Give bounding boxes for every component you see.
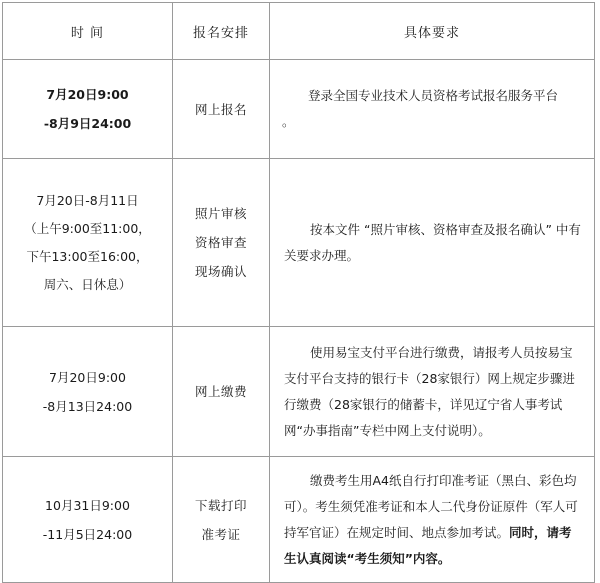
time-line: -8月9日24:00 bbox=[43, 116, 132, 131]
arrangement-cell bbox=[173, 327, 270, 457]
requirements-cell bbox=[270, 60, 595, 159]
arrangement-cell bbox=[173, 60, 270, 159]
requirements-cell bbox=[270, 159, 595, 327]
requirements-text: 使用易宝支付平台进行缴费，请报考人员按易宝支付平台支持的银行卡（28家银行）网上规定步骤进行缴费（28家银行的储蓄卡，详见辽宁省人事考试网“办事指南”专栏中网上支付说明）。 bbox=[284, 344, 575, 438]
table-row-online-payment bbox=[3, 327, 595, 457]
time-cell bbox=[3, 327, 173, 457]
arrangement-line: 准考证 bbox=[201, 526, 241, 542]
arrangement-line: 网上报名 bbox=[194, 101, 247, 117]
arrangement-line: 网上缴费 bbox=[194, 384, 247, 399]
requirements-cell bbox=[270, 327, 595, 457]
requirements-tail: 。 bbox=[282, 114, 295, 129]
header-requirements: 具体要求 bbox=[270, 3, 595, 60]
requirements-cell bbox=[270, 457, 595, 583]
table-row-photo-review bbox=[3, 159, 595, 327]
time-line: 7月20日9:00 bbox=[49, 369, 126, 385]
time-line: -8月13日24:00 bbox=[42, 398, 133, 414]
requirements-bold-note: 同时，请考生认真阅读“考生须知”内容。 bbox=[284, 524, 572, 566]
exam-schedule-table bbox=[2, 2, 595, 583]
time-cell bbox=[3, 159, 173, 327]
time-line: 周六、日休息） bbox=[43, 276, 132, 292]
header-time: 时 间 bbox=[3, 3, 173, 60]
requirements-text: 按本文件 “照片审核、资格审查及报名确认” 中有关要求办理。 bbox=[284, 221, 581, 263]
requirements-text: 登录全国专业技术人员资格考试报名服务平台 bbox=[308, 88, 559, 103]
time-cell bbox=[3, 60, 173, 159]
table-row-online-registration bbox=[3, 60, 595, 159]
arrangement-line: 下载打印 bbox=[194, 497, 247, 513]
time-line: -11月5日24:00 bbox=[42, 526, 133, 542]
time-line: （上午9:00至11:00， bbox=[24, 220, 151, 236]
time-line: 下午13:00至16:00， bbox=[26, 248, 149, 264]
arrangement-line: 资格审查 bbox=[194, 235, 247, 250]
table-header-row bbox=[3, 3, 595, 60]
time-line: 7月20日-8月11日 bbox=[36, 192, 139, 208]
time-line: 10月31日9:00 bbox=[45, 497, 130, 513]
time-line: 7月20日9:00 bbox=[46, 87, 129, 102]
arrangement-cell bbox=[173, 457, 270, 583]
header-arrangement: 报名安排 bbox=[173, 3, 270, 60]
arrangement-line: 照片审核 bbox=[194, 206, 247, 221]
requirements-text: 缴费考生用A4纸自行打印准考证（黑白、彩色均可）。考生须凭准考证和本人二代身份证原件（军人可持军官证）在规定时间、地点参加考试。 bbox=[284, 472, 578, 540]
arrangement-line: 现场确认 bbox=[194, 264, 247, 279]
arrangement-cell bbox=[173, 159, 270, 327]
table-row-admission-ticket bbox=[3, 457, 595, 583]
time-cell bbox=[3, 457, 173, 583]
